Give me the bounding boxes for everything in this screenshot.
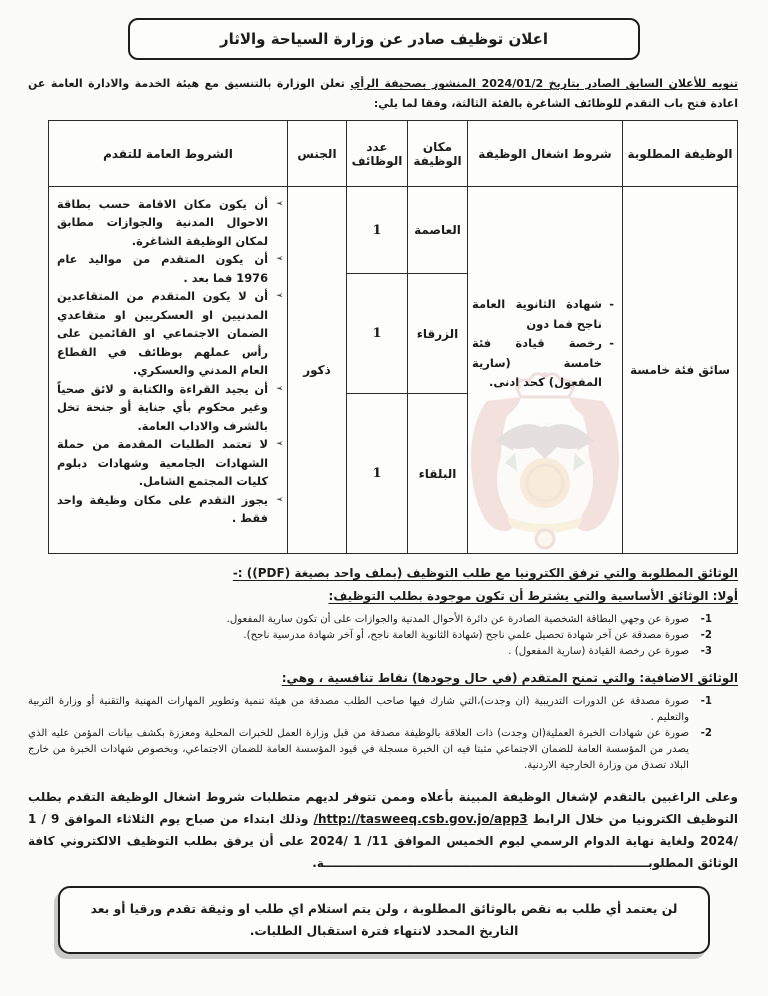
col-header-location: مكان الوظيفة [408, 121, 468, 187]
intro-underlined-text: تنويه للأعلان السابق الصادر بتاريخ 2024/01/2 المنشور بصحيفة الرأي [350, 77, 738, 90]
arrow-bullet-icon [276, 197, 284, 212]
additional-documents-heading: الوثائق الاضافية: والتي تمنح المتقدم (في حال وجودها) نقاط تنافسية ، وهي: [281, 671, 738, 686]
apply-text-after: وذلك ابتداء من صباح يوم الثلاثاء الموافق 9 / 1 /2024 ولغاية نهاية الدوام الرسمي ليوم الخميس الموافق 11/ 1 /2024 على أن يرفق بطلب التوظيف الالكتروني كافة الوثائق [28, 811, 738, 871]
count-cell: 1 [347, 274, 408, 394]
item-text: صورة عن رخصة القيادة (سارية المفعول) . [508, 645, 689, 657]
item-number: 3- [700, 645, 712, 657]
dash-bullet-icon [609, 295, 614, 315]
location-cell: البلقاء [408, 394, 468, 554]
documents-section [28, 566, 738, 874]
warning-note-box [58, 886, 710, 954]
general-condition-text: أن لا يكون المتقدم من المتقاعدين المدنيين او العسكريين او متقاعدي الضمان الاجتماعي او القائمين على رأس عملهم بوظائف في القطاع العام المدني والعسكري. [57, 289, 268, 378]
col-header-job-conditions: شروط اشغال الوظيفة [468, 121, 623, 187]
col-header-gender: الجنس [288, 121, 347, 187]
announcement-title: اعلان توظيف صادر عن وزارة السياحة والاثار [219, 30, 549, 48]
general-condition-item [57, 195, 281, 250]
general-condition-text: أن يكون مكان الاقامة حسب بطاقة الاحوال المدنية والجوازات مطابق لمكان الوظيفة الشاغرة. [57, 197, 268, 248]
job-title-cell: سائق فئة خامسة [623, 187, 738, 554]
general-condition-item [57, 435, 281, 490]
jordan-coat-of-arms-watermark [457, 367, 633, 553]
list-item [28, 694, 712, 726]
job-condition-text: رخصة قيادة فئة خامسة (سارية المفعول) كحد ادنى. [472, 336, 602, 390]
item-text: صورة عن شهادات الخبرة العملية(ان وجدت) ذات العلاقة بالوظيفة مصدقة من قبل وزارة العمل للخبرات المحلية ومعززة بكشف بيانات المؤمن عليه الذي يصدر من المؤسسة العامة للضمان الاجتماعي مثبتا فيه ان الخبرة مسجلة في قيود المؤسسة العامة للضمان الاجتماعي، وبخصوص شهادات الخبرة من خارج البلاد تصدق من وزارة الخارجية الاردنية. [28, 728, 689, 771]
col-header-count: عدد الوظائف [347, 121, 408, 187]
apply-text-before: وعلى الراغبين بالتقدم لإشغال الوظيفة المبينة بأعلاه وممن تتوفر لديهم متطلبات شروط اشغال الوظيفة التقدم بطلب التوظيف الكترونيا من خلال الرابط [28, 789, 738, 826]
basic-documents-heading: أولا: الوثائق الأساسية والتي يشترط أن تكون موجودة بطلب التوظيف: [328, 589, 738, 603]
general-conditions-cell [49, 187, 288, 554]
location-cell: الزرقاء [408, 274, 468, 394]
job-condition-text: شهادة الثانوية العامة ناجح فما دون [472, 297, 602, 331]
general-condition-text: أن يكون المتقدم من مواليد عام 1976 فما بعد . [57, 252, 268, 285]
item-text: صورة مصدقة عن الدورات التدريبية (ان وجدت)،التي شارك فيها صاحب الطلب مصدقة من هيئة تنمية وتطوير المهارات المهنية والتقنية أو وزارة التربية والتعليم . [28, 696, 689, 724]
item-number: 1- [700, 696, 712, 708]
list-item [28, 612, 712, 628]
table-header-row [49, 121, 738, 187]
basic-documents-list [28, 612, 712, 659]
dash-bullet-icon [609, 334, 614, 354]
general-condition-item [57, 491, 281, 528]
job-condition-item [472, 334, 616, 393]
vacancies-table [48, 120, 738, 554]
count-cell: 1 [347, 187, 408, 274]
job-condition-item [472, 295, 616, 334]
intro-rest-text: تعلن الوزارة بالتنسيق مع هيئة الخدمة والادارة العامة عن اعادة فتح باب التقدم للوظائف الشاغرة بالفئة الثالثة، وفقا لما يلي: [28, 77, 738, 110]
general-condition-text: أن يجيد القراءة والكتابة و لائق صحياً وغير محكوم بأي جناية أو جنحة تخل بالشرف والاداب العامة. [57, 381, 268, 433]
arrow-bullet-icon [276, 289, 284, 304]
list-item [28, 628, 712, 644]
list-item [28, 726, 712, 773]
required-documents-heading: الوثائق المطلوبة والتي ترفق الكترونيا مع طلب التوظيف (بملف واحد بصيغة (PDF)) :- [232, 566, 738, 580]
arrow-bullet-icon [276, 252, 284, 267]
item-number: 1- [700, 614, 712, 625]
job-conditions-cell [468, 187, 623, 554]
general-condition-item [57, 250, 281, 287]
application-instructions-paragraph [28, 786, 738, 875]
apply-stretched-word: المطلوبـــــــــــــــــــــــــــــــــــــــــــــــــــــــــــــــــــــــــــــــة. [312, 856, 694, 871]
col-header-required-job: الوظيفة المطلوبة [623, 121, 738, 187]
additional-documents-list [28, 694, 712, 773]
col-header-general-conditions: الشروط العامة للتقدم [49, 121, 288, 187]
general-condition-text: لا تعتمد الطلبات المقدمة من حملة الشهادات الجامعية وشهادات دبلوم كليات المجتمع الشامل. [57, 437, 268, 489]
announcement-title-box [128, 18, 640, 60]
arrow-bullet-icon [276, 437, 284, 452]
item-number: 2- [700, 629, 712, 641]
table-row [49, 187, 738, 274]
arrow-bullet-icon [276, 382, 284, 397]
application-url-link[interactable]: /http://tasweeq.csb.gov.jo/app3 [313, 811, 528, 826]
general-condition-text: يجوز التقدم على مكان وظيفة واحد فقط . [57, 492, 268, 525]
general-condition-item [57, 287, 281, 379]
count-cell: 1 [347, 394, 408, 554]
item-number: 2- [700, 728, 712, 740]
item-text: صورة مصدقة عن آخر شهادة تحصيل علمي ناجح (شهادة الثانوية العامة ناجح، أو آخر شهادة مدرسية ناجح). [243, 629, 689, 641]
arrow-bullet-icon [276, 493, 284, 508]
warning-note-text: لن يعتمد أي طلب به نقص بالوثائق المطلوبة ، ولن يتم استلام اي طلب او وثيقة تقدم ورقيا أو بعد التاريخ المحدد لانتهاء فترة استقبال الطلبات. [90, 902, 678, 939]
intro-paragraph [28, 74, 738, 114]
gender-cell: ذكور [288, 187, 347, 554]
item-text: صورة عن وجهي البطاقة الشخصية الصادرة عن دائرة الأحوال المدنية والجوازات على أن تكون سارية المفعول. [226, 614, 689, 625]
location-cell: العاصمة [408, 187, 468, 274]
list-item [28, 644, 712, 660]
general-condition-item [57, 380, 281, 435]
